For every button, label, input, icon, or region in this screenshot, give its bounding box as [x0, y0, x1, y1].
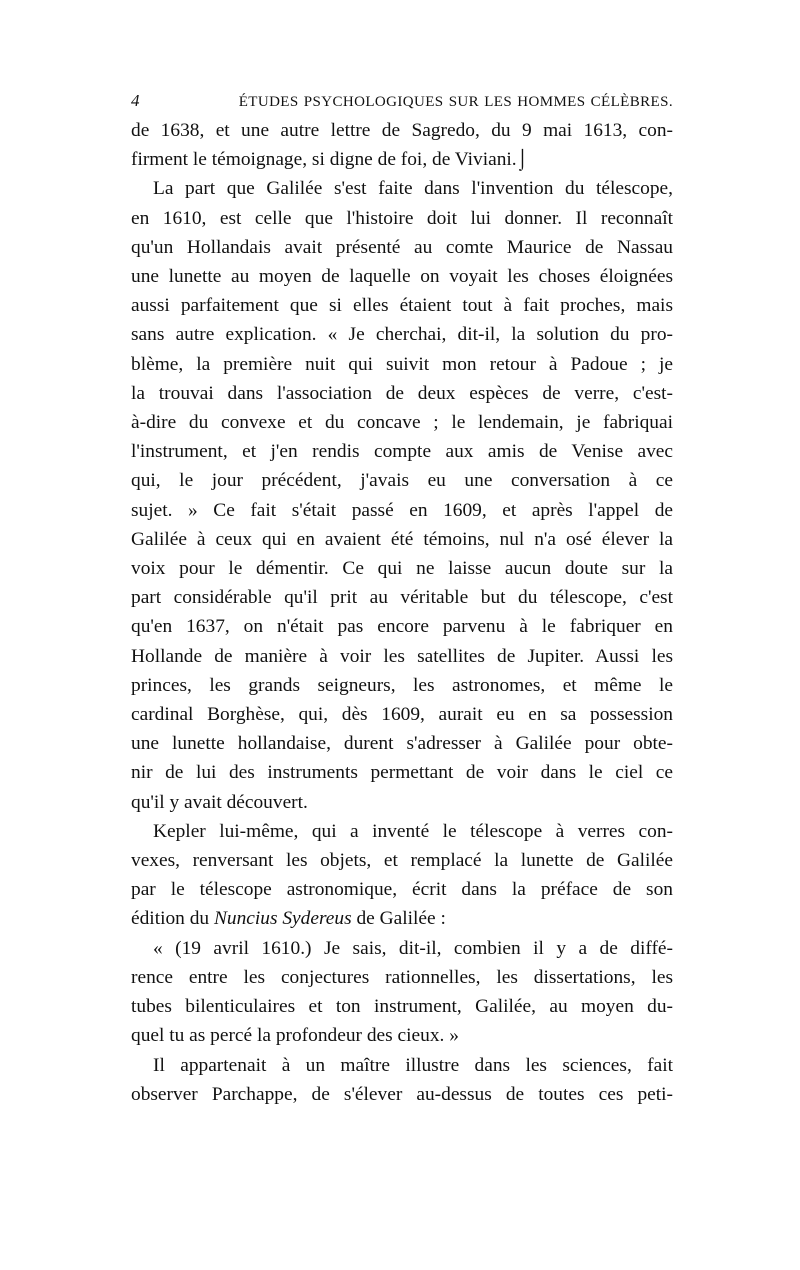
text-line: La part que Galilée s'est faite dans l'invention du télescope, — [153, 178, 673, 200]
quotation — [131, 934, 673, 1051]
book-title: Nuncius Sydereus — [213, 908, 352, 930]
paragraph — [131, 174, 673, 816]
text-line: cardinal Borghèse, qui, dès 1609, aurait eu en sa possession — [131, 704, 673, 726]
text-line: qu'il y avait découvert. — [131, 791, 308, 813]
text-line: à-dire du convexe et du concave ; le lendemain, je fabriquai — [131, 412, 673, 434]
text-line: qui, le jour précédent, j'avais eu une conversation à ce — [131, 470, 673, 492]
body-text — [131, 116, 673, 1109]
text-line: aussi parfaitement que si elles étaient tout à fait proches, mais — [131, 295, 673, 317]
text-line: nir de lui des instruments permettant de voir dans le ciel ce — [131, 762, 673, 784]
text-line: vexes, renversant les objets, et remplacé la lunette de Galilée — [131, 850, 673, 872]
text-line: tubes bilenticulaires et ton instrument, Galilée, au moyen du- — [131, 996, 673, 1018]
text-line: en 1610, est celle que l'histoire doit lui donner. Il reconnaît — [131, 207, 673, 229]
paragraph — [131, 1051, 673, 1109]
running-head — [131, 86, 673, 116]
text-line: voix pour le démentir. Ce qui ne laisse aucun doute sur la — [131, 558, 673, 580]
text-line: sans autre explication. « Je cherchai, dit-il, la solution du pro- — [131, 324, 673, 346]
text-line: firment le témoignage, si digne de foi, de Viviani.⌡ — [131, 149, 529, 171]
paragraph — [131, 817, 673, 934]
running-title: ÉTUDES PSYCHOLOGIQUES SUR LES HOMMES CÉLÈBRES. — [238, 94, 673, 110]
text-line: qu'en 1637, on n'était pas encore parvenu à le fabriquer en — [131, 616, 673, 638]
text-line: observer Parchappe, de s'élever au-dessus de toutes ces peti- — [131, 1083, 673, 1105]
text-line: Il appartenait à un maître illustre dans les sciences, fait — [153, 1054, 673, 1076]
text-line: la trouvai dans l'association de deux espèces de verre, c'est- — [131, 382, 673, 404]
page-number: 4 — [131, 91, 140, 110]
text-line: qu'un Hollandais avait présenté au comte Maurice de Nassau — [131, 236, 673, 258]
text-line: « (19 avril 1610.) Je sais, dit-il, combien il y a de diffé- — [153, 937, 673, 959]
text-line: l'instrument, et j'en rendis compte aux amis de Venise avec — [131, 441, 673, 463]
text-line: quel tu as percé la profondeur des cieux. » — [131, 1025, 459, 1047]
text-line: blème, la première nuit qui suivit mon retour à Padoue ; je — [131, 353, 673, 375]
text-line: une lunette hollandaise, durent s'adresser à Galilée pour obte- — [131, 733, 673, 755]
text-line: de 1638, et une autre lettre de Sagredo, du 9 mai 1613, con- — [131, 120, 673, 141]
book-page — [131, 86, 673, 1109]
text-line: part considérable qu'il prit au véritable but du télescope, c'est — [131, 587, 673, 609]
text-line: sujet. » Ce fait s'était passé en 1609, et après l'appel de — [131, 499, 673, 521]
text-line: une lunette au moyen de laquelle on voyait les choses éloignées — [131, 266, 673, 288]
text-line: princes, les grands seigneurs, les astronomes, et même le — [131, 674, 673, 696]
text-line: Kepler lui-même, qui a inventé le télescope à verres con- — [153, 820, 673, 842]
text-line: Hollande de manière à voir les satellites de Jupiter. Aussi les — [131, 645, 673, 667]
text-line: par le télescope astronomique, écrit dans la préface de son — [131, 879, 673, 901]
text-line: Galilée à ceux qui en avaient été témoins, nul n'a osé élever la — [131, 528, 673, 550]
text-line: rence entre les conjectures rationnelles, les dissertations, les — [131, 966, 673, 988]
text-line: édition du Nuncius Sydereus de Galilée : — [131, 908, 446, 930]
paragraph — [131, 116, 673, 174]
